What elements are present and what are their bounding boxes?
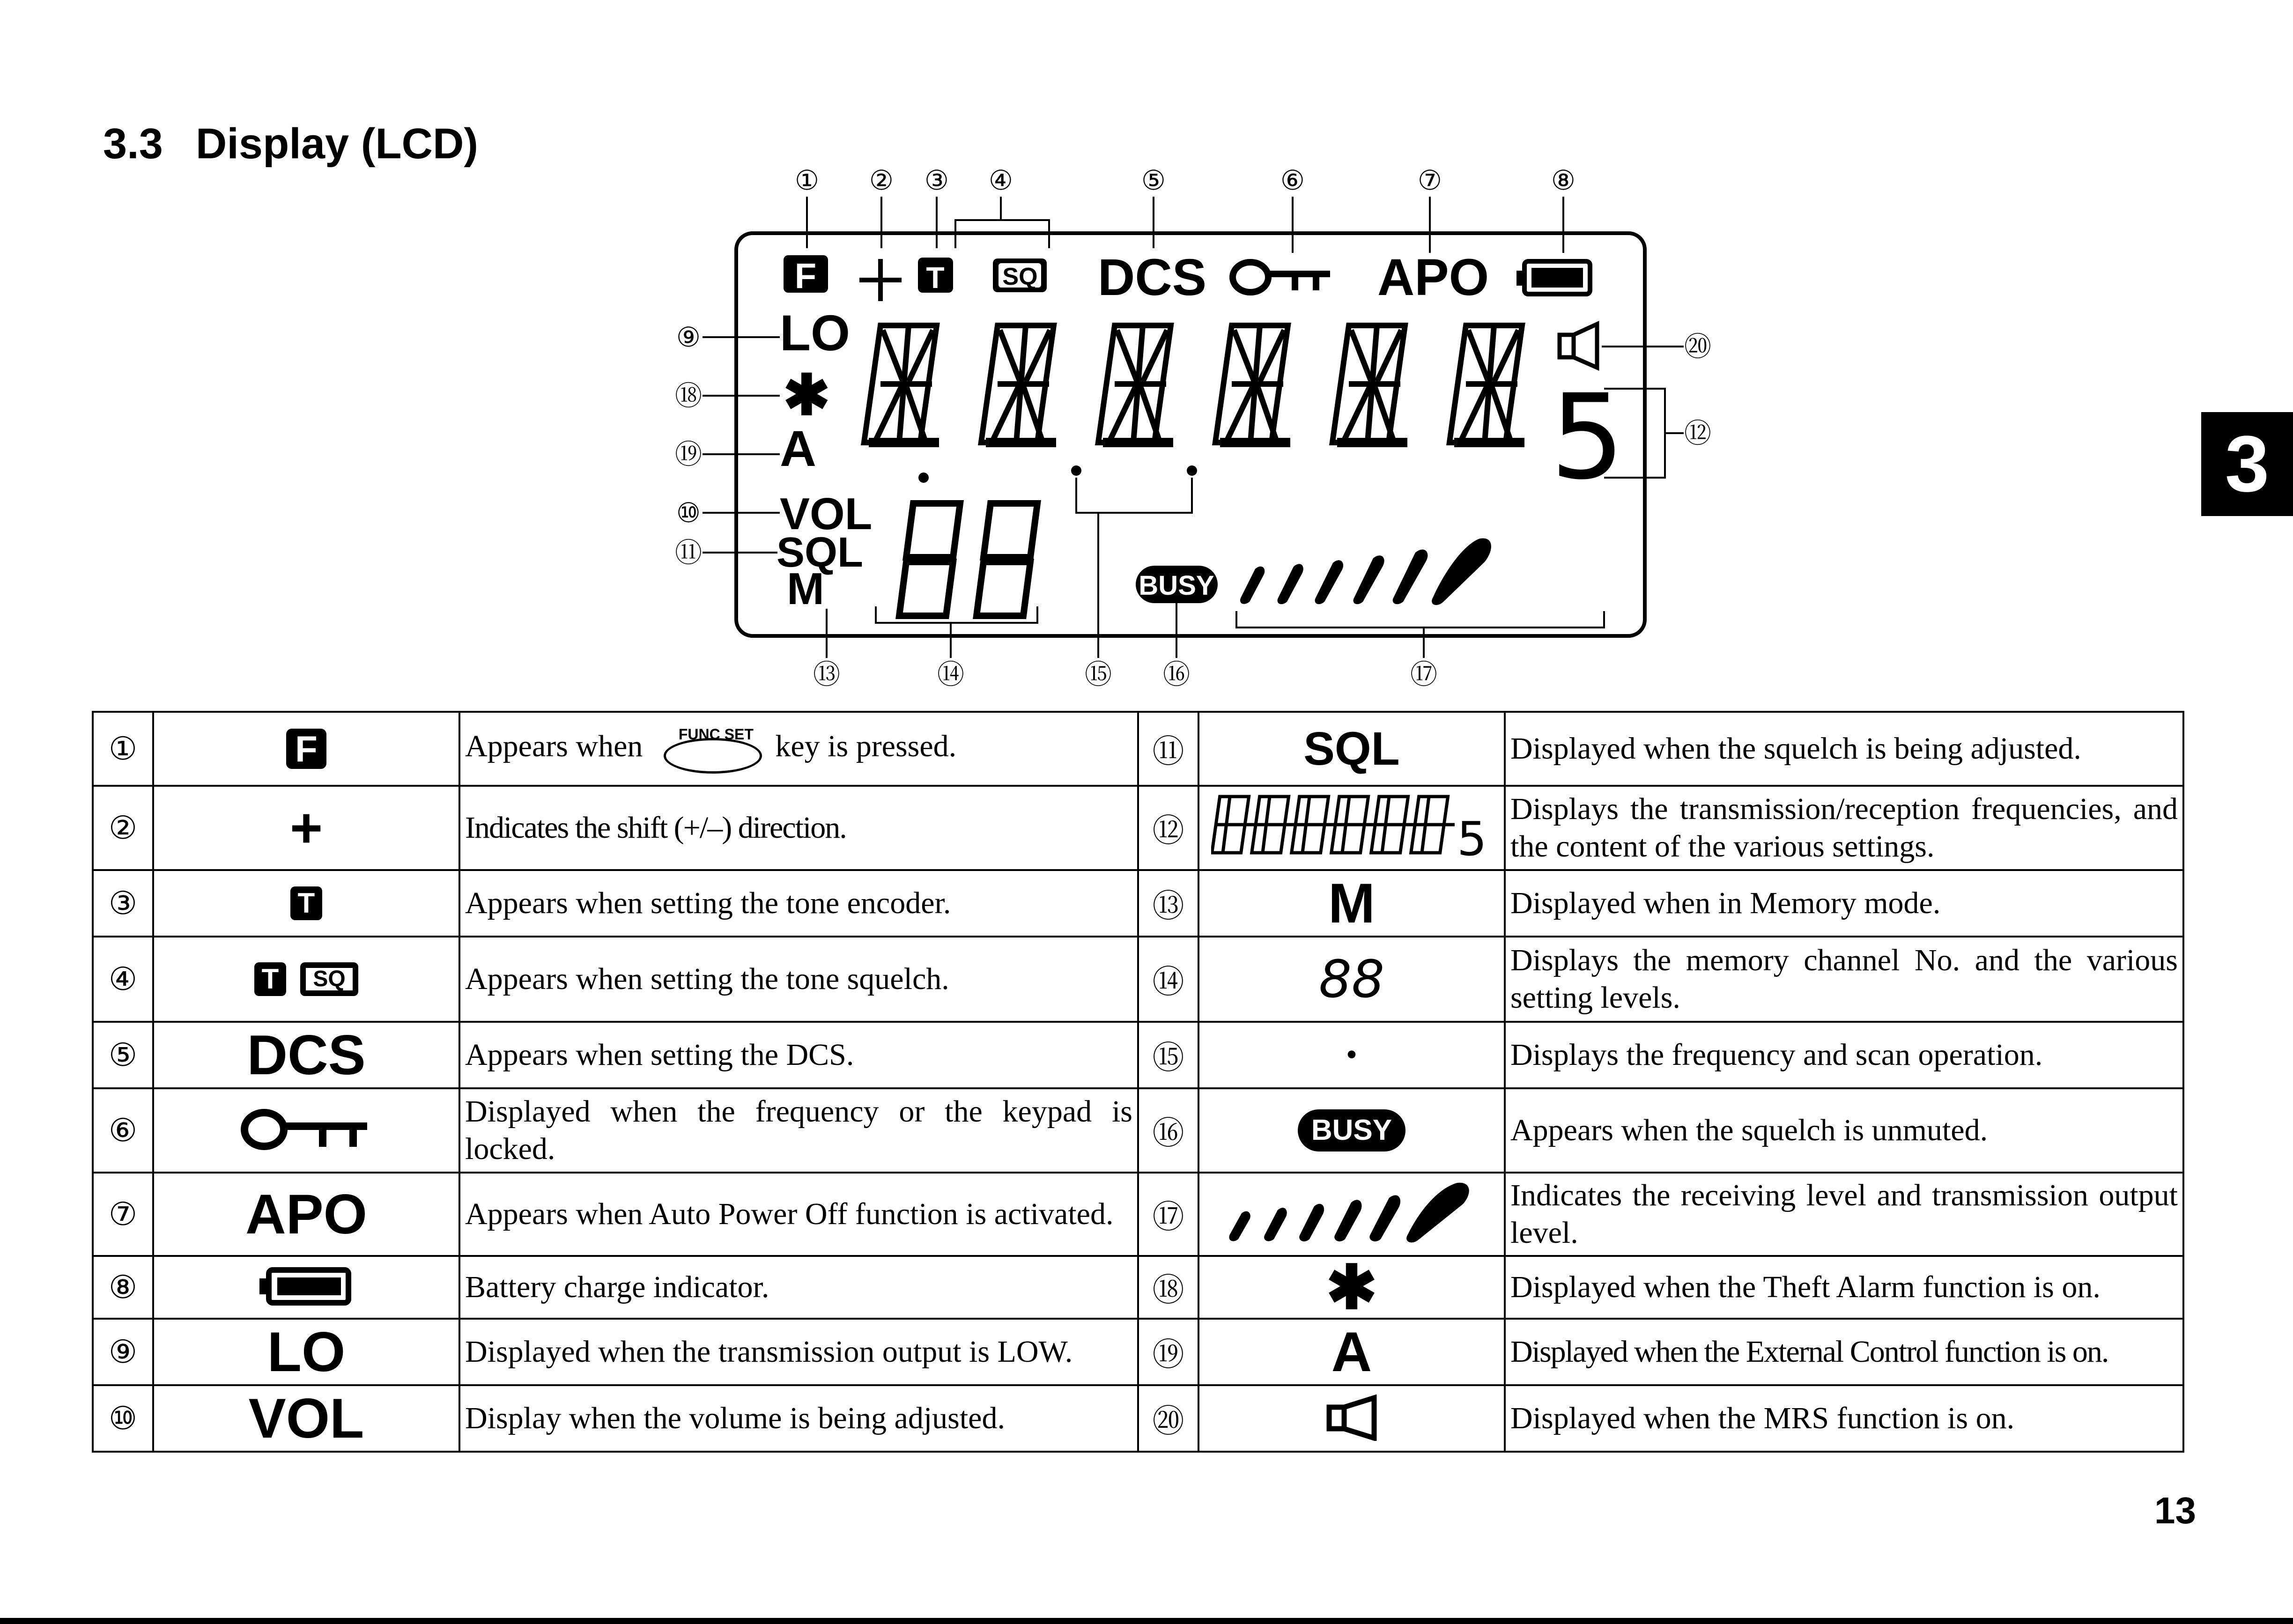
section-heading: Display (LCD) — [195, 120, 479, 168]
legend-symbol-t-sq: T SQ — [153, 937, 459, 1022]
legend-desc-11: Displayed when the squelch is being adjusted. — [1505, 712, 2183, 786]
lcd-s-digit: 5 — [1550, 369, 1625, 505]
legend-no-5: ⑤ — [93, 1022, 153, 1088]
marker-15: ⑮ — [1084, 658, 1112, 690]
table-row — [93, 1088, 2183, 1173]
legend-desc-19: Displayed when the External Control function is on. — [1505, 1319, 2183, 1385]
table-row — [93, 1319, 2183, 1385]
marker-20: ⑳ — [1684, 331, 1712, 362]
table-row — [93, 786, 2183, 870]
legend-no-13: ⑬ — [1138, 870, 1198, 937]
func-set-label: FUNC SET — [678, 726, 754, 743]
legend-symbol-plus: + — [153, 786, 459, 870]
lcd-a: A — [780, 420, 816, 477]
legend-symbol-speaker — [1198, 1385, 1505, 1452]
legend-desc-5: Appears when setting the DCS. — [459, 1022, 1138, 1088]
lcd-m: M — [787, 564, 824, 614]
lcd-lo: LO — [780, 304, 850, 361]
legend-table — [92, 711, 2184, 1453]
frequency-digits-icon — [1211, 792, 1492, 862]
legend-desc-15: Displays the frequency and scan operation. — [1505, 1022, 2183, 1088]
legend-symbol-key — [153, 1088, 459, 1173]
table-row — [93, 870, 2183, 937]
legend-desc-8: Battery charge indicator. — [459, 1256, 1138, 1319]
signal-bars-icon — [1240, 538, 1491, 605]
marker-3: ③ — [925, 164, 949, 196]
key-icon — [1233, 262, 1330, 292]
marker-1: ① — [795, 164, 819, 196]
legend-symbol-m: M — [1198, 870, 1505, 937]
legend-no-20: ⑳ — [1138, 1385, 1198, 1452]
lcd-f-icon: F — [794, 256, 817, 296]
lcd-vol: VOL — [780, 489, 873, 539]
frequency-digits — [864, 325, 1524, 447]
table-row — [93, 937, 2183, 1022]
func-set-key-icon — [664, 738, 762, 774]
legend-desc-1: Appears when FUNC SET key is pressed. — [459, 712, 1138, 786]
marker-19: ⑲ — [674, 438, 703, 470]
marker-16: ⑯ — [1162, 658, 1191, 690]
marker-2: ② — [869, 164, 894, 196]
legend-symbol-dcs: DCS — [153, 1022, 459, 1088]
legend-desc-13: Displayed when in Memory mode. — [1505, 870, 2183, 937]
legend-desc-20: Displayed when the MRS function is on. — [1505, 1385, 2183, 1452]
legend-symbol-sql: SQL — [1198, 712, 1505, 786]
legend-symbol-f: F — [153, 712, 459, 786]
channel-digits — [899, 503, 1037, 616]
lcd-dcs: DCS — [1097, 249, 1207, 306]
speaker-icon — [1319, 1394, 1384, 1441]
plus-icon — [859, 259, 902, 301]
legend-no-6: ⑥ — [93, 1088, 153, 1173]
legend-symbol-signal — [1198, 1173, 1505, 1256]
marker-8: ⑧ — [1551, 164, 1576, 196]
legend-desc-6: Displayed when the frequency or the keypad is locked. — [459, 1088, 1138, 1173]
legend-desc-12: Displays the transmission/reception frequencies, and the content of the various settings. — [1505, 786, 2183, 870]
legend-no-1: ① — [93, 712, 153, 786]
marker-17: ⑰ — [1410, 658, 1438, 690]
legend-no-11: ⑪ — [1138, 712, 1198, 786]
legend-no-8: ⑧ — [93, 1256, 153, 1319]
marker-5: ⑤ — [1141, 164, 1166, 196]
legend-symbol-dot: • — [1198, 1022, 1505, 1088]
legend-desc-16: Appears when the squelch is unmuted. — [1505, 1088, 2183, 1173]
battery-icon — [255, 1265, 358, 1307]
legend-symbol-frequency-digits — [1198, 786, 1505, 870]
decimal-dots — [918, 465, 1197, 483]
legend-symbol-88: 88 — [1198, 937, 1505, 1022]
legend-no-3: ③ — [93, 870, 153, 937]
lcd-apo: APO — [1377, 249, 1489, 306]
marker-9: ⑨ — [676, 321, 701, 353]
asterisk-icon: ✱ — [1326, 1253, 1377, 1321]
key-icon — [236, 1104, 377, 1155]
legend-no-19: ⑲ — [1138, 1319, 1198, 1385]
legend-symbol-lo: LO — [153, 1319, 459, 1385]
marker-18: ⑱ — [674, 380, 703, 412]
table-row — [93, 1256, 2183, 1319]
legend-no-16: ⑯ — [1138, 1088, 1198, 1173]
lcd-sq-icon: SQ — [1002, 263, 1038, 290]
legend-no-2: ② — [93, 786, 153, 870]
battery-icon — [1516, 261, 1590, 294]
section-number: 3.3 — [103, 120, 163, 168]
section-title — [103, 119, 478, 169]
marker-12: ⑫ — [1684, 417, 1712, 449]
legend-symbol-t: T — [153, 870, 459, 937]
marker-11: ⑪ — [674, 537, 703, 568]
lcd-diagram — [637, 155, 1770, 716]
legend-no-9: ⑨ — [93, 1319, 153, 1385]
marker-13: ⑬ — [813, 658, 841, 690]
asterisk-icon: ✱ — [783, 364, 830, 427]
legend-symbol-vol: VOL — [153, 1385, 459, 1452]
chapter-tab: 3 — [2201, 412, 2293, 516]
legend-desc-4: Appears when setting the tone squelch. — [459, 937, 1138, 1022]
legend-desc-18: Displayed when the Theft Alarm function is on. — [1505, 1256, 2183, 1319]
table-row — [93, 712, 2183, 786]
svg-text:5: 5 — [1457, 811, 1487, 862]
bottom-rule — [0, 1618, 2293, 1624]
legend-desc-17: Indicates the receiving level and transmission output level. — [1505, 1173, 2183, 1256]
marker-7: ⑦ — [1418, 164, 1442, 196]
table-row — [93, 1022, 2183, 1088]
legend-desc-3: Appears when setting the tone encoder. — [459, 870, 1138, 937]
marker-6: ⑥ — [1280, 164, 1305, 196]
legend-no-4: ④ — [93, 937, 153, 1022]
legend-no-15: ⑮ — [1138, 1022, 1198, 1088]
lcd-sql: SQL — [777, 529, 864, 576]
legend-no-14: ⑭ — [1138, 937, 1198, 1022]
legend-desc-10: Display when the volume is being adjusted. — [459, 1385, 1138, 1452]
legend-desc-7: Appears when Auto Power Off function is activated. — [459, 1173, 1138, 1256]
legend-desc-2: Indicates the shift (+/–) direction. — [459, 786, 1138, 870]
legend-symbol-battery — [153, 1256, 459, 1319]
legend-symbol-busy: BUSY — [1198, 1088, 1505, 1173]
marker-14: ⑭ — [937, 658, 965, 690]
lcd-busy: BUSY — [1139, 570, 1214, 601]
marker-10: ⑩ — [676, 497, 701, 529]
legend-no-10: ⑩ — [93, 1385, 153, 1452]
legend-desc-14: Displays the memory channel No. and the various setting levels. — [1505, 937, 2183, 1022]
speaker-icon — [1560, 324, 1597, 368]
legend-no-17: ⑰ — [1138, 1173, 1198, 1256]
legend-symbol-a: A — [1198, 1319, 1505, 1385]
table-row — [93, 1385, 2183, 1452]
lcd-t-icon: T — [926, 261, 945, 295]
table-row — [93, 1173, 2183, 1256]
marker-4: ④ — [989, 164, 1013, 196]
legend-desc-9: Displayed when the transmission output is LOW. — [459, 1319, 1138, 1385]
legend-no-7: ⑦ — [93, 1173, 153, 1256]
signal-bars-icon — [1220, 1178, 1483, 1248]
legend-symbol-asterisk — [1198, 1253, 1505, 1321]
page-number: 13 — [2154, 1490, 2196, 1531]
legend-no-18: ⑱ — [1138, 1256, 1198, 1319]
legend-no-12: ⑫ — [1138, 786, 1198, 870]
legend-symbol-apo: APO — [153, 1173, 459, 1256]
